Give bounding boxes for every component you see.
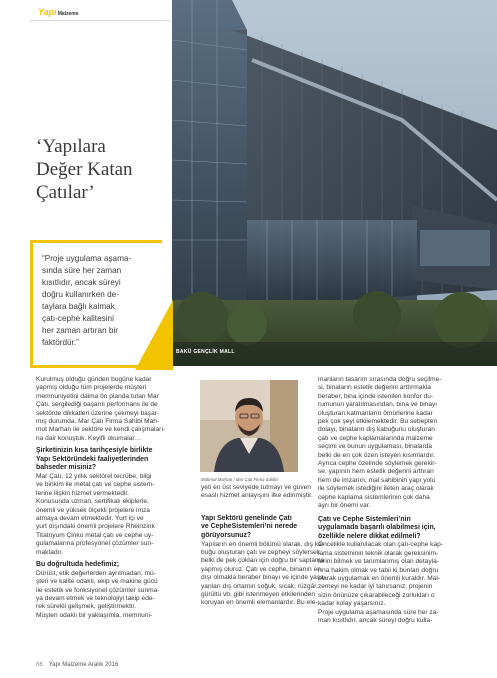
- page-footer: [36, 662, 118, 668]
- heading-line: uygulamada başarılı olabilmesi için,: [318, 524, 436, 532]
- quote-line: faktördür.”: [42, 338, 79, 347]
- text-line: sektörde dikkatleri üzerine çekmeyi başar-: [36, 409, 160, 417]
- portrait-photo: [200, 380, 298, 472]
- text-line: ile söylemek istediğini ileten araç olarak: [318, 485, 434, 493]
- text-line: yeti en üst seviyede tutmayı ve güven: [201, 484, 311, 491]
- answer-paragraph: [318, 376, 440, 511]
- heading-line: görüyorsunuz?: [201, 532, 252, 539]
- text-line: hem de imzanın, mal sahibinin yapı yolu: [318, 476, 436, 484]
- title-line: ‘Yapılara: [36, 136, 106, 157]
- text-line: oluşturan katmanların ömürlerine kadar: [318, 409, 433, 417]
- text-line: önemli ve yüksek ölçekli projelere imza: [36, 506, 150, 514]
- text-line: cephe kaplama sistemlerinin çok daha: [318, 493, 430, 501]
- text-line: ya devam etmek ve teknolojiyi takip ede-: [36, 594, 155, 602]
- question-heading: [36, 561, 154, 570]
- text-line: buğu oluşturan çatı ve cepheyi söylersek: [201, 549, 321, 556]
- text-line: atmaya devam etmektedir. Yurt içi ve: [36, 515, 144, 523]
- text-line: Proje uygulama aşamasında süre her za-: [318, 608, 439, 616]
- text-line: olarak uygulamak en önemli kuraldır. Mal-: [318, 574, 441, 582]
- text-line: yurt dışındaki önemli projelere Rheinzink: [36, 523, 155, 531]
- text-line: lama sisteminin teknik olarak gereksinim-: [318, 549, 439, 557]
- text-line: Dürüst, etik değerlerden ayrılmadan, mü-: [36, 569, 156, 577]
- heading-line: Yapı Sektörü genelinde Çatı: [201, 514, 292, 522]
- text-line: gürültü vb. gibi istenmeyen etkilerinden: [201, 591, 315, 599]
- header-rule: [30, 20, 170, 21]
- text-line: kadar kolay yaşarsınız.: [318, 600, 386, 608]
- text-line: ve birikim ile metal çatı ve cephe sistem-: [36, 481, 155, 489]
- heading-line: bahseder misiniz?: [36, 464, 97, 472]
- text-line: belki de en çok özen isteyen kısımlardır.: [318, 451, 435, 459]
- text-line: yapmış olduğu tüm projelerde müşteri: [36, 384, 147, 392]
- answer-paragraph: [36, 473, 154, 557]
- column-1: [36, 376, 166, 620]
- text-line: mut Marhan ile sektöre ve kendi çalışmaları-: [36, 426, 166, 434]
- text-line: Çatı, sergilediği başarılı performans ile de: [36, 401, 158, 409]
- text-line: na dair konuştuk. Keyifli okumalar…: [36, 434, 142, 442]
- heading-line: ve CepheSistemleri’ni nerede: [201, 523, 298, 531]
- heading-line: Şirketinizin kısa tarihçesiyle birlikte: [36, 447, 153, 455]
- page-number: 66: [36, 662, 43, 668]
- column-2: [201, 484, 326, 608]
- text-line: rek sürekli gelişmek, geliştirmektir.: [36, 603, 137, 611]
- pull-quote: [42, 253, 160, 349]
- text-line: ile estetik ve fonksiyonel çözümler sunma-: [36, 586, 160, 594]
- quote-line: her zaman artıran bir: [42, 326, 118, 335]
- heading-line: özellikle nelere dikkat edilmeli?: [318, 532, 421, 540]
- publication-name: Yapı Malzeme Aralık 2016: [48, 662, 119, 668]
- text-line: çatı ve cephe kaplamalarında malzeme: [318, 434, 433, 442]
- text-line: pek çok şeyi etkilemektedir. Bu sebepten: [318, 418, 438, 426]
- quote-line: taylara bağlı kalmak: [42, 302, 115, 311]
- text-line: rına hakim olmak ve tabii ki bunları doğru: [318, 566, 439, 574]
- text-line: ayrı bir önemi var.: [318, 502, 371, 510]
- text-line: rumunun yaratılmasından, bina ve binayı: [318, 401, 438, 409]
- quote-line: çatı-cephe kalitesini: [42, 314, 114, 323]
- text-line: se, yapının hem estetik değerini arttıran: [318, 468, 434, 476]
- text-line: Müşteri odaklı bir yaklaşımla, memnuni-: [36, 611, 153, 619]
- text-line: memnuniyetini daima ön planda tutan Mar: [36, 392, 159, 400]
- magazine-logo: [38, 7, 79, 17]
- heading-line: Yapı Sektöründeki faaliyetlerinden: [36, 455, 149, 463]
- text-line: yapmış oluruz. Çatı ve cephe, binanın en: [201, 565, 321, 573]
- text-line: Yapıların en önemli bölümü olarak, dış ka-: [201, 540, 325, 548]
- text-line: Ayrıca cephe özelinde söylemek gerekir-: [318, 460, 437, 468]
- answer-paragraph: [201, 484, 313, 501]
- text-line: belki de pek çokları için doğru bir saptama: [201, 557, 325, 565]
- building-photo: [172, 0, 497, 366]
- question-heading: [201, 515, 301, 541]
- title-line: Çatılar’: [36, 182, 95, 203]
- quote-line: kısıtlıdır, ancak süreyi: [42, 278, 121, 287]
- text-line: dolayı, binaların dış kabuğunu oluşturan: [318, 426, 435, 434]
- answer-paragraph: [36, 569, 160, 620]
- answer-paragraph: [201, 540, 326, 608]
- text-line: Konusunda uzman, sertifikalı ekiplerle,: [36, 498, 149, 506]
- text-line: Mar Çatı, 12 yıllık sektörel tecrübe, bilgi: [36, 473, 152, 481]
- logo-mark: Yapı: [38, 7, 57, 17]
- title-line: Değer Katan: [36, 159, 133, 180]
- article-title: [36, 135, 164, 204]
- quote-line: “Proje uygulama aşama-: [42, 254, 132, 263]
- text-line: man kısıtlıdır, ancak süreyi doğru kulla-: [318, 616, 433, 624]
- text-line: si, binaların estetik değerini arttırmakla: [318, 384, 431, 392]
- quote-line: sında süre her zaman: [42, 266, 122, 275]
- answer-paragraph: [318, 541, 443, 625]
- heading-line: Bu doğrultuda hedefimiz;: [36, 561, 120, 569]
- text-line: yanları dış ortamın soğuk, sıcak, rüzgâr,: [201, 582, 318, 590]
- portrait-caption: Mahmut Marhan / Mar Çatı Firma Sahibi: [201, 477, 278, 482]
- text-line: seçimi ve bunun uygulaması, binalarda: [318, 443, 432, 451]
- text-line: koruyan en önemli elemanlardır. Bu ele-: [201, 599, 318, 607]
- text-line: şteri ve kalite odaklı, ekip ve makine gücü: [36, 578, 158, 586]
- text-line: sizin önünüze çıkarabileceği zorlukları o: [318, 591, 435, 599]
- text-line: dışı olmakla beraber binayı ve içinde yaşa-: [201, 574, 326, 582]
- text-line: Kurulmuş olduğu günden bugüne kadar: [36, 376, 152, 383]
- photo-caption: BAKÜ GENÇLİK MALL: [176, 349, 235, 355]
- text-line: beraber, bina içinde istenilen konfor du-: [318, 392, 434, 400]
- logo-word: Malzeme: [57, 11, 79, 17]
- heading-line: Çatı ve Cephe Sistemleri’nin: [318, 515, 411, 523]
- text-line: gulamalarına profesyonel çözümler sun-: [36, 540, 154, 548]
- magazine-header: [38, 6, 79, 18]
- text-line: zemeyi ne kadar iyi tanırsanız, projenin: [318, 583, 433, 591]
- intro-paragraph: [36, 376, 166, 443]
- text-line: maktadır.: [36, 548, 64, 556]
- text-line: Öncelikle kullanılacak olan çatı-cephe kap-: [318, 541, 443, 549]
- text-line: mış durumda. Mar Çatı Firma Sahibi Mah-: [36, 418, 160, 426]
- text-line: lerini bilmek ve tanımlanmış olan detayla-: [318, 558, 439, 566]
- text-line: manların tasarım sırasında doğru seçilme-: [318, 376, 442, 383]
- text-line: esaslı hizmet anlayışını ilke edinmiştir.: [201, 492, 313, 500]
- question-heading: [318, 516, 440, 542]
- question-heading: [36, 447, 154, 473]
- text-line: Titatnyum Çinko metal çatı ve cephe uy-: [36, 531, 154, 539]
- quote-line: doğru kullanırken de-: [42, 290, 119, 299]
- text-line: lerine ilişkin hizmet vermektedir.: [36, 489, 130, 497]
- column-3: [318, 376, 443, 625]
